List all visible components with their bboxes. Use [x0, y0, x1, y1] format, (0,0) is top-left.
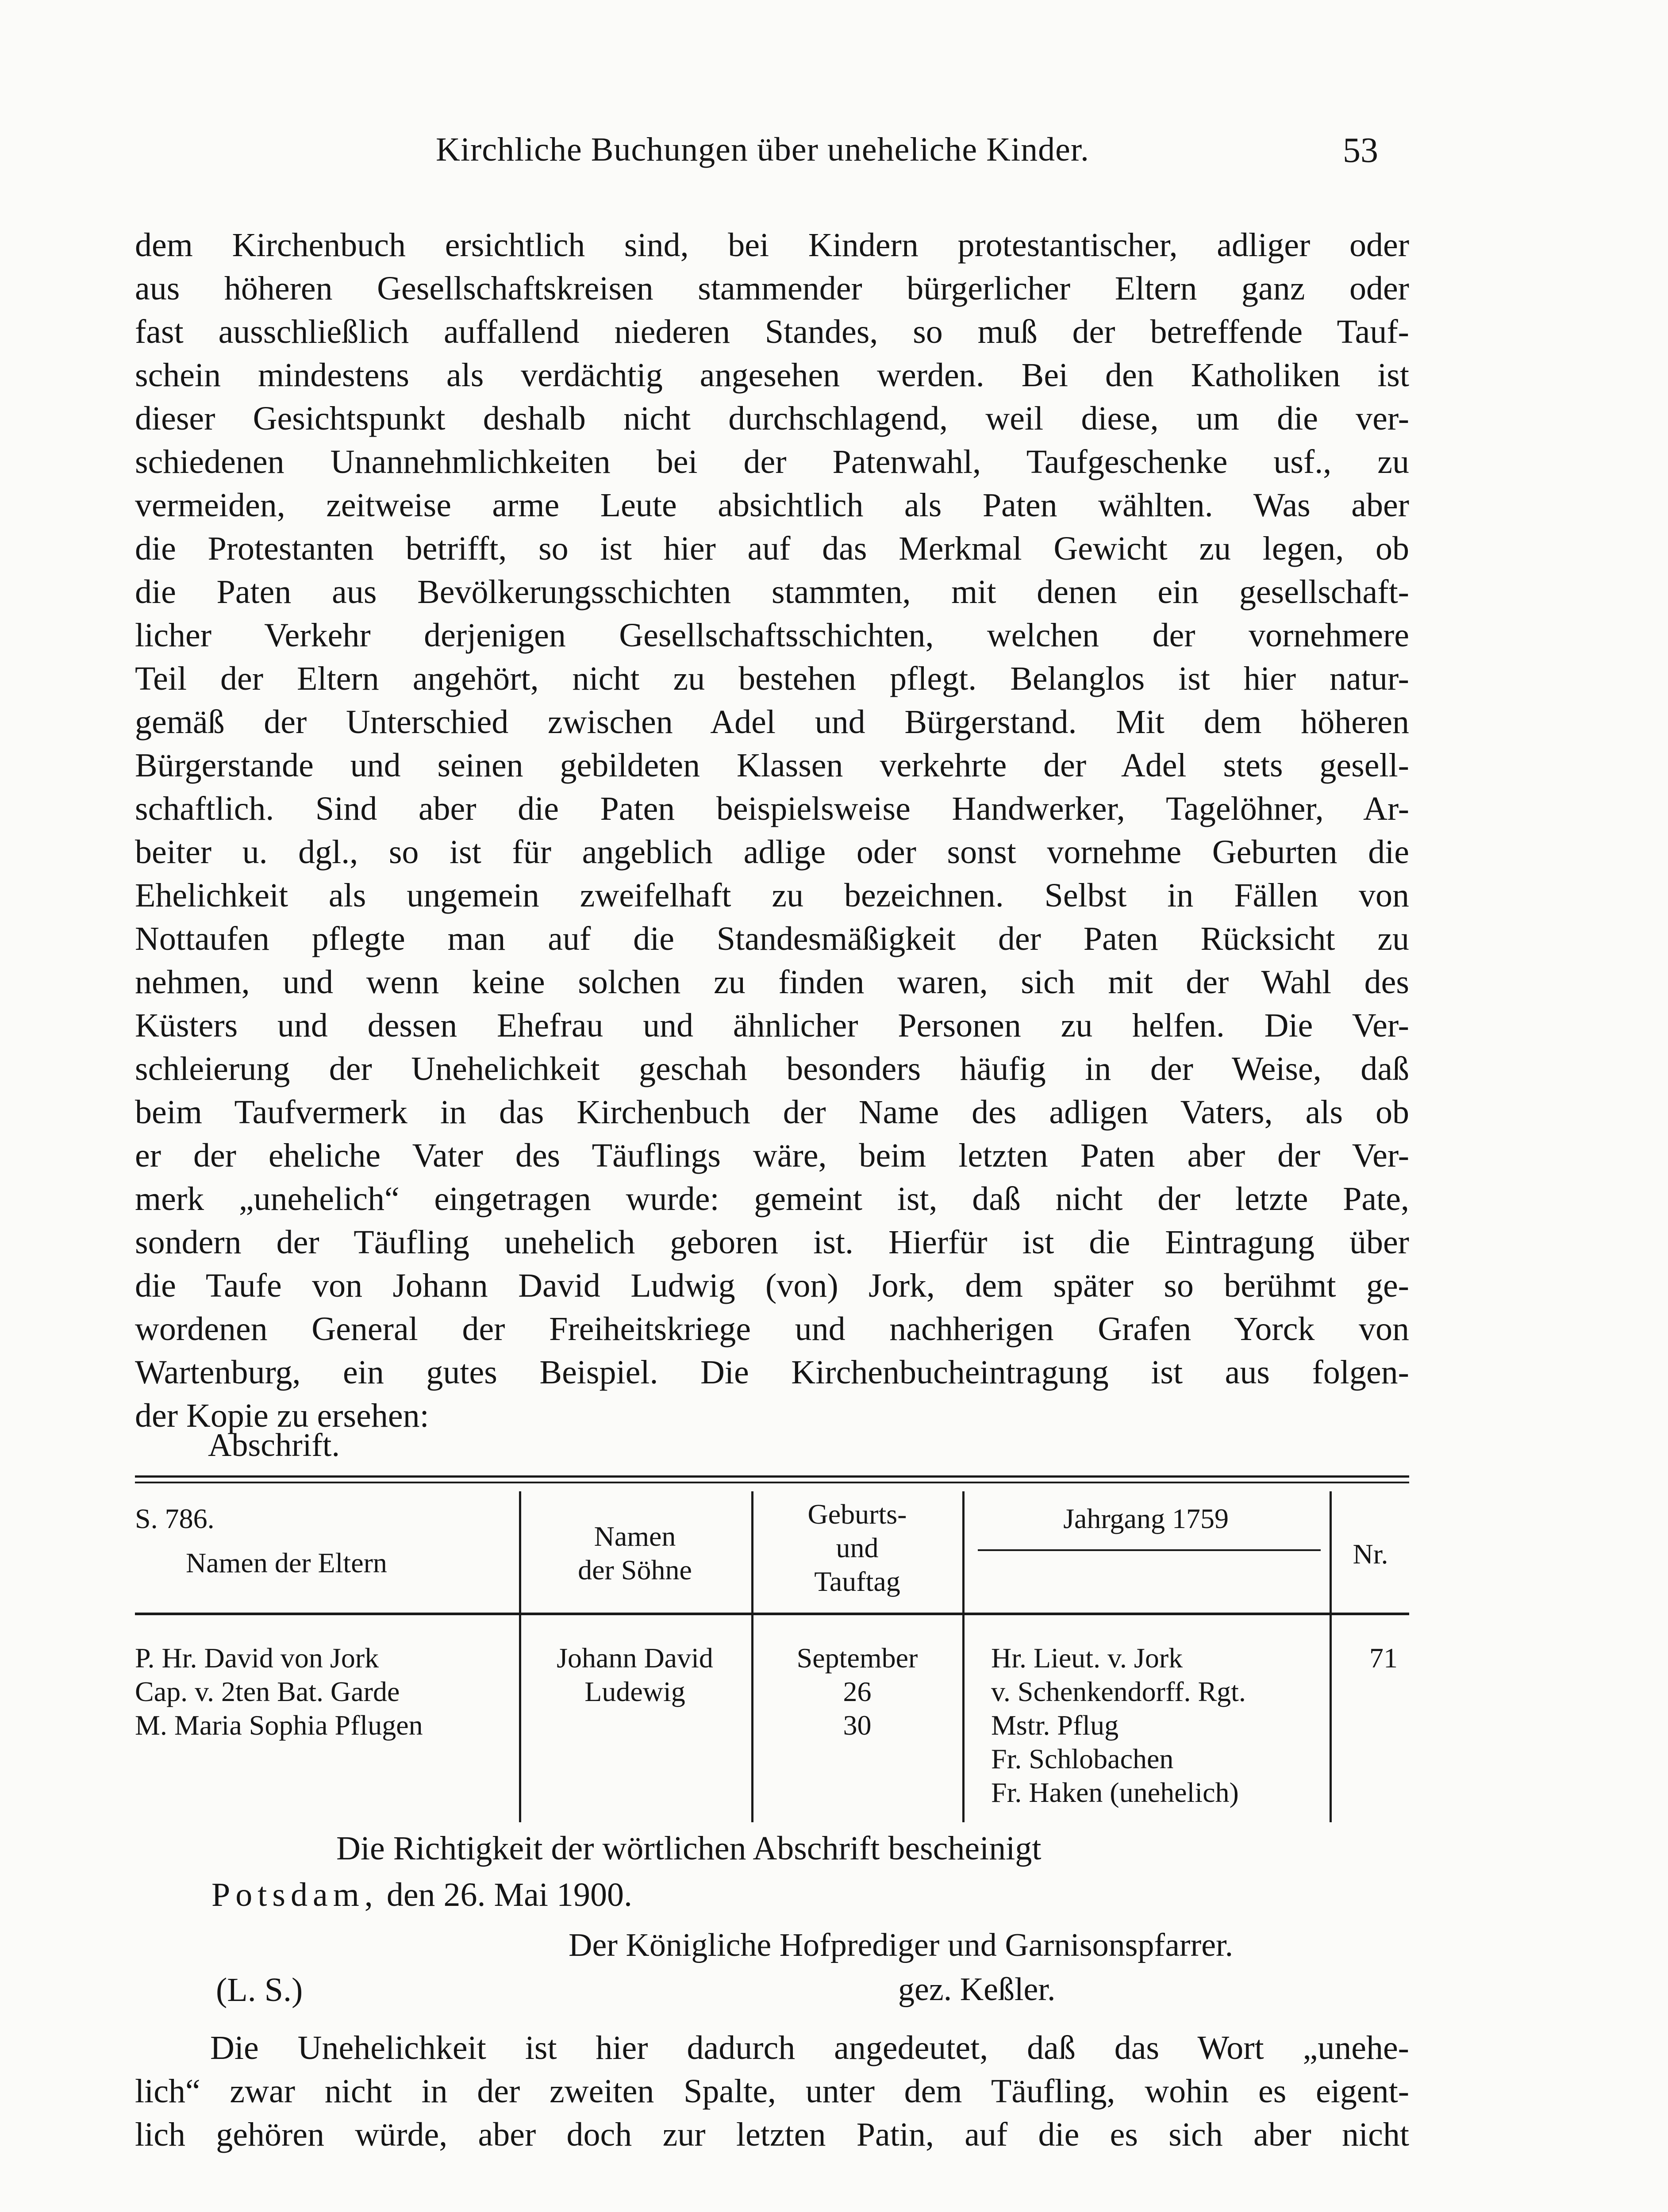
text-line: licher Verkehr derjenigen Gesellschaftsschichten, welchen der vornehmere — [135, 617, 1409, 654]
paragraph-closing — [135, 2026, 1409, 2156]
text-line: Teil der Eltern angehört, nicht zu bestehen pflegt. Belanglos ist hier natur- — [135, 660, 1409, 697]
text-line: dieser Gesichtspunkt deshalb nicht durchschlagend, weil diese, um die ver- — [135, 400, 1409, 437]
text-line: Bürgerstande und seinen gebildeten Klassen verkehrte der Adel stets gesell- — [135, 747, 1409, 784]
godparents-cell: Hr. Lieut. v. Jork v. Schenkendorff. Rgt. Mstr. Pflug Fr. Schlobachen Fr. Haken (unehelich) — [991, 1642, 1246, 1808]
text-line: die Paten aus Bevölkerungsschichten stammten, mit denen ein gesellschaft- — [135, 573, 1409, 611]
text-line: lich“ zwar nicht in der zweiten Spalte, unter dem Täufling, wohin es eigent- — [135, 2073, 1409, 2110]
text-line: sondern der Täufling unehelich geboren ist. Hierfür ist die Eintragung über — [135, 1224, 1409, 1261]
text-line: Die Unehelichkeit ist hier dadurch angedeutet, daß das Wort „unehe- — [210, 2029, 1409, 2066]
text-line: nehmen, und wenn keine solchen zu finden waren, sich mit der Wahl des — [135, 964, 1409, 1001]
header-year: Jahrgang 1759 — [1063, 1503, 1229, 1534]
date: den 26. Mai 1900. — [386, 1876, 632, 1913]
text-line: er der eheliche Vater des Täuflings wäre, beim letzten Paten aber der Ver- — [135, 1137, 1409, 1174]
dates-cell: September 26 30 — [796, 1642, 918, 1741]
year-subheader-rule — [978, 1549, 1321, 1551]
text-line: wordenen General der Freiheitskriege und nachherigen Grafen Yorck von — [135, 1310, 1409, 1348]
record-number: 71 — [1369, 1642, 1398, 1674]
baptism-record-table — [135, 1475, 1409, 1827]
text-line: aus höheren Gesellschaftskreisen stammender bürgerlicher Eltern ganz oder — [135, 270, 1409, 307]
text-line: dem Kirchenbuch ersichtlich sind, bei Kindern protestantischer, adliger oder — [135, 227, 1409, 264]
text-line: schein mindestens als verdächtig angesehen werden. Bei den Katholiken ist — [135, 357, 1409, 394]
copy-label: Abschrift. — [208, 1427, 340, 1463]
text-line: gemäß der Unterschied zwischen Adel und Bürgerstand. Mit dem höheren — [135, 703, 1409, 741]
text-line: die Protestanten betrifft, so ist hier auf das Merkmal Gewicht zu legen, ob — [135, 530, 1409, 567]
text-line: Küsters und dessen Ehefrau und ähnlicher Personen zu helfen. Die Ver- — [135, 1007, 1409, 1044]
text-line: merk „unehelich“ eingetragen wurde: gemeint ist, daß nicht der letzte Pate, — [135, 1180, 1409, 1217]
running-title: Kirchliche Buchungen über uneheliche Kinder. — [436, 131, 1089, 168]
place: Potsdam, — [211, 1876, 378, 1913]
text-line: lich gehören würde, aber doch zur letzten Patin, auf die es sich aber nicht — [135, 2116, 1409, 2153]
text-line: Nottaufen pflegte man auf die Standesmäßigkeit der Paten Rücksicht zu — [135, 920, 1409, 957]
header-parents: Namen der Eltern — [186, 1547, 387, 1578]
place-date — [211, 1876, 632, 1914]
text-line: beiter u. dgl., so ist für angeblich adlige oder sonst vornehme Geburten die — [135, 833, 1409, 871]
page-reference: S. 786. — [135, 1503, 215, 1534]
parents-cell: P. Hr. David von Jork Cap. v. 2ten Bat. Garde M. Maria Sophia Pflugen — [135, 1642, 423, 1741]
text-line: Ehelichkeit als ungemein zweifelhaft zu bezeichnen. Selbst in Fällen von — [135, 877, 1409, 914]
text-line: vermeiden, zeitweise arme Leute absichtlich als Paten wählten. Was aber — [135, 487, 1409, 524]
text-line: der Kopie zu ersehen: — [135, 1397, 429, 1434]
text-line: schaftlich. Sind aber die Paten beispielsweise Handwerker, Tagelöhner, Ar- — [135, 790, 1409, 827]
text-line: schiedenen Unannehmlichkeiten bei der Patenwahl, Taufgeschenke usf., zu — [135, 443, 1409, 480]
page-number: 53 — [1343, 131, 1378, 170]
seal-mark: (L. S.) — [216, 1971, 303, 2008]
column-divider — [962, 1491, 965, 1822]
table-header-rule — [135, 1613, 1409, 1615]
header-birth-baptism: Geburts- und Tauftag — [807, 1498, 907, 1597]
text-line: fast ausschließlich auffallend niederen Standes, so muß der betreffende Tauf- — [135, 313, 1409, 350]
certification-statement: Die Richtigkeit der wörtlichen Abschrift bescheinigt — [336, 1830, 1042, 1867]
signature: gez. Keßler. — [898, 1971, 1056, 2008]
header-number: Nr. — [1353, 1538, 1388, 1570]
son-cell: Johann David Ludewig — [557, 1642, 713, 1707]
paragraph-main — [135, 223, 1409, 1437]
text-line: beim Taufvermerk in das Kirchenbuch der Name des adligen Vaters, als ob — [135, 1094, 1409, 1131]
text-line: schleierung der Unehelichkeit geschah besonders häufig in der Weise, daß — [135, 1050, 1409, 1087]
text-line: die Taufe von Johann David Ludwig (von) Jork, dem später so berühmt ge- — [135, 1267, 1409, 1304]
header-sons: Namen der Söhne — [578, 1521, 692, 1586]
text-line: Wartenburg, ein gutes Beispiel. Die Kirchenbucheintragung ist aus folgen- — [135, 1354, 1409, 1391]
table-top-rule-inner — [135, 1482, 1409, 1483]
signer-office: Der Königliche Hofprediger und Garnisonspfarrer. — [569, 1927, 1234, 1963]
table-top-rule — [135, 1475, 1409, 1478]
